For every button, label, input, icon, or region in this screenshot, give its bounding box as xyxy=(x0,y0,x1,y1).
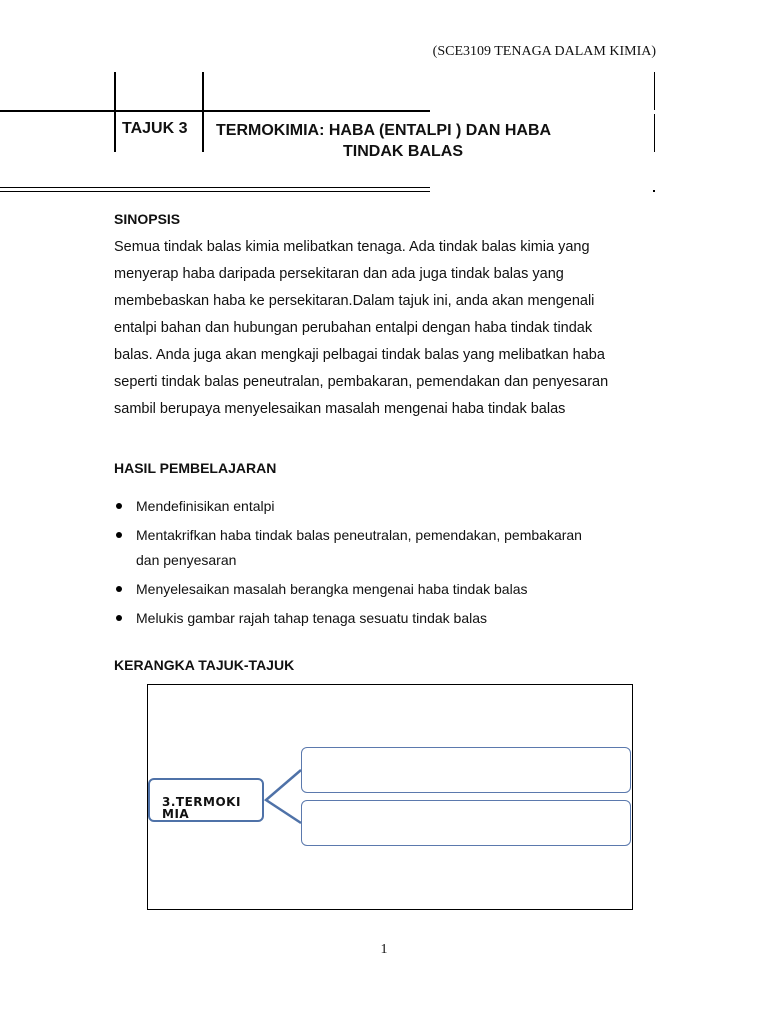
page-number: 1 xyxy=(380,942,388,957)
topic-title-line1: TERMOKIMIA: HABA (ENTALPI ) DAN HABA xyxy=(216,122,552,139)
subtopic-node-2 xyxy=(301,800,631,846)
outcome-text: Mentakrifkan haba tindak balas peneutralan, pemendakan, pembakaran xyxy=(136,527,582,543)
sinopsis-line: membebaskan haba ke persekitaran.Dalam tajuk ini, anda akan mengenali xyxy=(114,293,595,309)
kerangka-heading: KERANGKA TAJUK-TAJUK xyxy=(114,657,295,673)
outcome-text: Menyelesaikan masalah berangka mengenai haba tindak balas xyxy=(136,581,528,597)
sinopsis-line: seperti tindak balas peneutralan, pembakaran, pemendakan dan penyesaran xyxy=(114,374,609,390)
subtopic-node-1 xyxy=(301,747,631,793)
sinopsis-line: menyerap haba daripada persekitaran dan ada juga tindak balas yang xyxy=(114,266,564,282)
outcome-text: Mendefinisikan entalpi xyxy=(136,498,275,514)
main-topic-node xyxy=(148,778,264,822)
topic-title-line2: TINDAK BALAS xyxy=(343,143,463,160)
sinopsis-line: sambil berupaya menyelesaikan masalah mengenai haba tindak balas xyxy=(114,401,566,417)
main-node-label-line2: MIA xyxy=(162,807,190,821)
sinopsis-line: Semua tindak balas kimia melibatkan tenaga. Ada tindak balas kimia yang xyxy=(114,239,590,255)
connector-line xyxy=(266,770,301,823)
main-node-label-line1: 3.TERMOKI xyxy=(162,795,241,809)
sinopsis-heading: SINOPSIS xyxy=(114,211,181,227)
topic-label: TAJUK 3 xyxy=(122,120,188,137)
hasil-heading: HASIL PEMBELAJARAN xyxy=(114,460,277,476)
outcome-text-continued: dan penyesaran xyxy=(136,552,237,568)
outcome-text: Melukis gambar rajah tahap tenaga sesuatu tindak balas xyxy=(136,610,487,626)
course-reference: (SCE3109 TENAGA DALAM KIMIA) xyxy=(432,44,656,59)
sinopsis-line: balas. Anda juga akan mengkaji pelbagai tindak balas yang melibatkan haba xyxy=(114,347,605,363)
sinopsis-line: entalpi bahan dan hubungan perubahan entalpi dengan haba tindak tindak xyxy=(114,320,593,336)
